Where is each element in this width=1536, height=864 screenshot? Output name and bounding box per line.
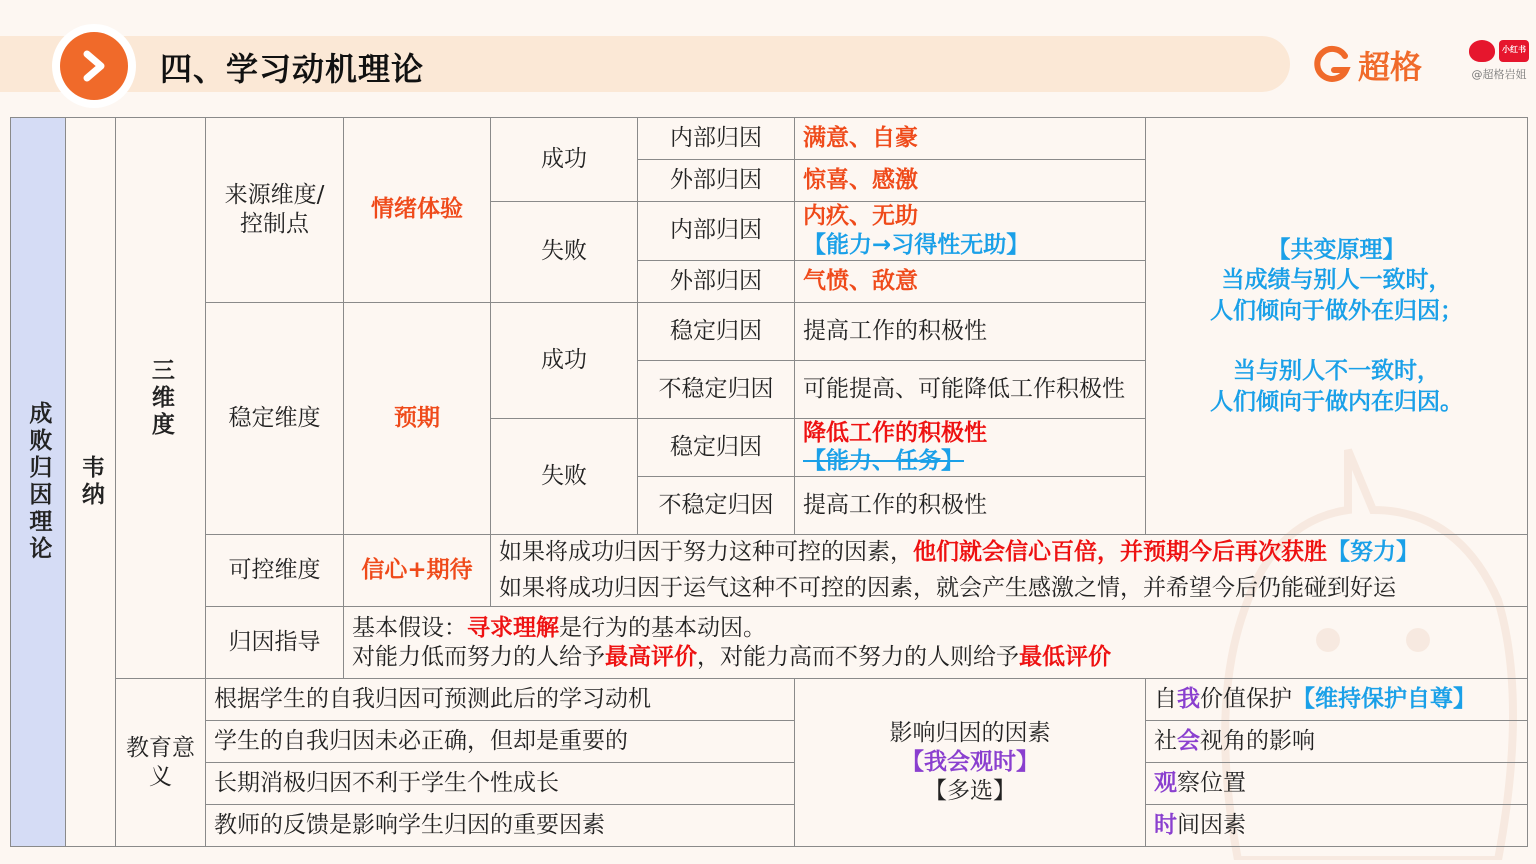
watermark (1462, 40, 1536, 88)
guide-label: 归因指导 (206, 607, 344, 679)
chevron-right-icon (60, 32, 128, 100)
stable-success: 成功 (491, 302, 638, 418)
control-line-luck: 如果将成功归因于运气这种不可控的因素，就会产生感激之情，并希望今后仍能碰到好运 (491, 571, 1528, 607)
guide-line-1: 基本假设：寻求理解是行为的基本动因。 (352, 614, 766, 641)
attribution-type: 不稳定归因 (638, 360, 795, 418)
person-cell: 韦纳 (66, 118, 116, 847)
control-line-effort: 如果将成功归因于努力这种可控的因素，他们就会信心百倍，并预期今后再次获胜【努力】 (491, 535, 1528, 571)
factors-cell: 影响归因的因素 【我会观时】 【多选】 (795, 679, 1146, 847)
factor-item: 社会视角的影响 (1146, 721, 1528, 763)
dims-label-cell: 三维度 (116, 118, 206, 679)
brand-g-icon (1312, 45, 1352, 85)
theory-table (10, 117, 1528, 847)
stable-dimension: 稳定维度 (206, 302, 344, 535)
edu-item: 根据学生的自我归因可预测此后的学习动机 (206, 679, 795, 721)
edu-item: 长期消极归因不利于学生个性成长 (206, 763, 795, 805)
guide-content (344, 607, 1528, 679)
edu-item: 学生的自我归因未必正确，但却是重要的 (206, 721, 795, 763)
attribution-type: 内部归因 (638, 118, 795, 160)
guide-line-2: 对能力低而努力的人给予最高评价，对能力高而不努力的人则给予最低评价 (352, 643, 1111, 670)
edu-item: 教师的反馈是影响学生归因的重要因素 (206, 805, 795, 847)
theory-name-cell: 成败归因理论 (11, 118, 66, 847)
attribution-type: 不稳定归因 (638, 477, 795, 535)
attribution-result: 气愤、敌意 (795, 260, 1146, 302)
attribution-type: 外部归因 (638, 260, 795, 302)
attribution-result: 可能提高、可能降低工作积极性 (795, 360, 1146, 418)
control-effect: 信心+期待 (344, 535, 491, 607)
attribution-result: 满意、自豪 (795, 118, 1146, 160)
attribution-type: 外部归因 (638, 160, 795, 202)
factor-item: 自我价值保护【维持保护自尊】 (1146, 679, 1528, 721)
attribution-type: 稳定归因 (638, 302, 795, 360)
brand-logo (1312, 42, 1422, 88)
attribution-result: 降低工作的积极性【能力、任务】 (795, 418, 1146, 477)
attribution-type: 稳定归因 (638, 418, 795, 477)
watermark-handle: @超格岩姐 (1471, 68, 1527, 81)
attribution-result: 提高工作的积极性 (795, 302, 1146, 360)
source-effect: 情绪体验 (344, 118, 491, 303)
source-failure: 失败 (491, 202, 638, 303)
section-badge (52, 24, 136, 108)
factor-item: 时间因素 (1146, 805, 1528, 847)
attribution-result: 惊喜、感激 (795, 160, 1146, 202)
source-dimension: 来源维度/控制点 (206, 118, 344, 303)
attribution-type: 内部归因 (638, 202, 795, 261)
stable-failure: 失败 (491, 418, 638, 535)
attribution-result: 内疚、无助【能力→习得性无助】 (795, 202, 1146, 261)
stable-effect: 预期 (344, 302, 491, 535)
control-dimension: 可控维度 (206, 535, 344, 607)
source-success: 成功 (491, 118, 638, 202)
xiaohongshu-badge: 小红书 (1499, 40, 1529, 62)
factor-item: 观察位置 (1146, 763, 1528, 805)
weibo-icon (1469, 40, 1495, 62)
covariation-principle: 【共变原理】 当成绩与别人一致时， 人们倾向于做外在归因； 当与别人不一致时， 人们倾向于做内在归因。 (1146, 118, 1528, 535)
brand-name: 超格 (1358, 48, 1423, 86)
edu-label: 教育意义 (116, 679, 206, 847)
attribution-result: 提高工作的积极性 (795, 477, 1146, 535)
page-title: 四、学习动机理论 (160, 50, 425, 88)
